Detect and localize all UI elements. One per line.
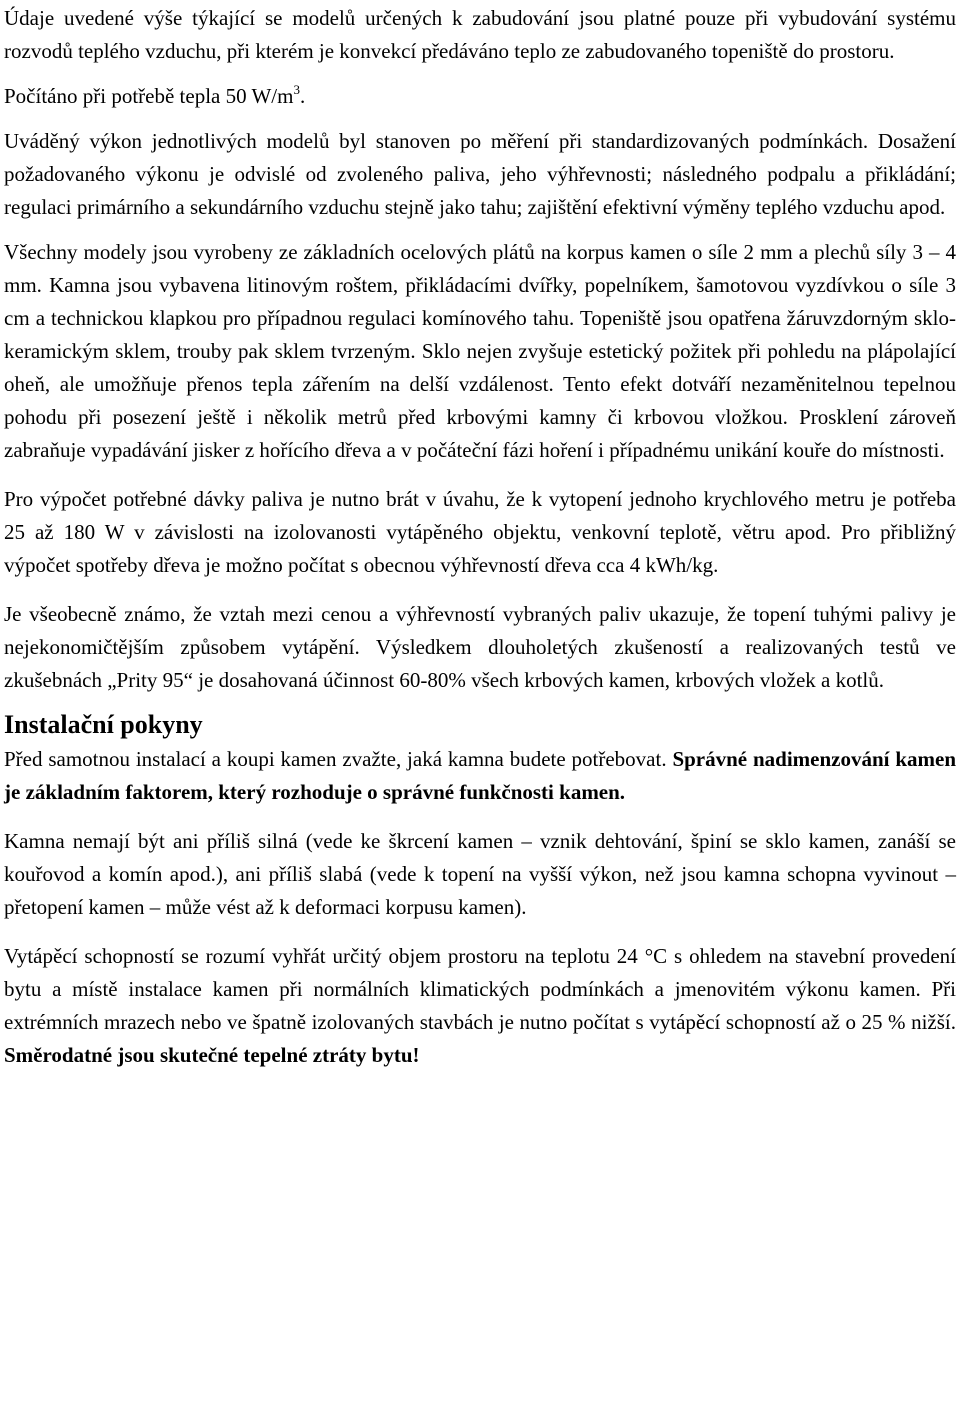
paragraph-efficiency: Je všeobecně známo, že vztah mezi cenou a výhřevností vybraných paliv ukazuje, že topení tuhými palivy je nejekonomičtějším způsobem vytápění. Výsledkem dlouholetých zkušeností a realizovaných testů ve zkušebnách „Prity 95“ je dosahovaná účinnost 60-80% všech krbových kamen, krbových vložek a kotlů. xyxy=(4,602,956,692)
heating-capacity-bold: Směrodatné jsou skutečné tepelné ztráty bytu! xyxy=(4,1043,420,1067)
paragraph-heating-capacity xyxy=(4,940,956,1072)
paragraph-sizing: Kamna nemají být ani příliš silná (vede ke škrcení kamen – vznik dehtování, špiní se sklo kamen, zanáší se kouřovod a komín apod.), ani příliš slabá (vede k topení na vyšší výkon, než jsou kamna schopna vyvinout – přetopení kamen – může vést až k deformaci korpusu kamen). xyxy=(4,829,956,919)
heating-capacity-text: Vytápěcí schopností se rozumí vyhřát určitý objem prostoru na teplotu 24 °C s ohledem na stavební provedení bytu a místě instalace kamen při normálních klimatických podmínkách a jmenovitém výkonu kamen. Při extrémních mrazech nebo ve špatně izolovaných stavbách je nutno počítat s vytápěcí schopností až o 25 % nižší. xyxy=(4,944,956,1034)
paragraph-construction: Všechny modely jsou vyrobeny ze základních ocelových plátů na korpus kamen o síle 2 mm a plechů síly 3 – 4 mm. Kamna jsou vybavena litinovým roštem, přikládacími dvířky, popelníkem, šamotovou vyzdívkou o síle 3 cm a technickou klapkou pro případnou regulaci komínového tahu. Topeniště jsou opatřena žáruvzdorným sklo-keramickým sklem, trouby pak sklem tvrzeným. Sklo nejen zvyšuje estetický požitek při pohledu na plápolající oheň, ale umožňuje přenos tepla zářením na delší vzdálenost. Tento efekt dotváří nezaměnitelnou tepelnou pohodu při posezení ještě i několik metrů před krbovými kamny či krbovou vložkou. Prosklení zároveň zabraňuje vypadávání jisker z hořícího dřeva a v počáteční fázi hoření i případnému unikání kouře do místnosti. xyxy=(4,240,956,462)
paragraph-installation-intro xyxy=(4,743,956,809)
installation-intro-bold: Správné nadimenzování kamen je základním faktorem, který rozhoduje o správné funkčnosti kamen. xyxy=(4,747,957,804)
section-heading: Instalační pokyny xyxy=(4,710,203,739)
paragraph-rated-output: Uváděný výkon jednotlivých modelů byl stanoven po měření při standardizovaných podmínkách. Dosažení požadovaného výkonu je odvislé od zvoleného paliva, jeho výhřevnosti; následného podpalu a přikládání; regulaci primárního a sekundárního vzduchu stejně jako tahu; zajištění efektivní výměny teplého vzduchu apod. xyxy=(4,129,956,219)
paragraph-heat-demand xyxy=(4,80,956,113)
heat-demand-end: . xyxy=(299,84,306,108)
installation-intro-text: Před samotnou instalací a koupi kamen zvažte, jaká kamna budete potřebovat. xyxy=(4,747,673,771)
paragraph-fuel-calculation: Pro výpočet potřebné dávky paliva je nutno brát v úvahu, že k vytopení jednoho krychlového metru je potřeba 25 až 180 W v závislosti na izolovanosti vytápěného objektu, venkovní teplotě, větru apod. Pro přibližný výpočet spotřeby dřeva je možno počítat s obecnou výhřevností dřeva cca 4 kWh/kg. xyxy=(4,487,956,577)
heat-demand-exponent: 3 xyxy=(293,82,300,97)
heat-demand-text: Počítáno při potřebě tepla 50 W/m xyxy=(4,84,294,108)
paragraph-built-in-models: Údaje uvedené výše týkající se modelů určených k zabudování jsou platné pouze při vybudování systému rozvodů teplého vzduchu, při kterém je konvekcí předáváno teplo ze zabudovaného topeniště do prostoru. xyxy=(4,6,956,63)
